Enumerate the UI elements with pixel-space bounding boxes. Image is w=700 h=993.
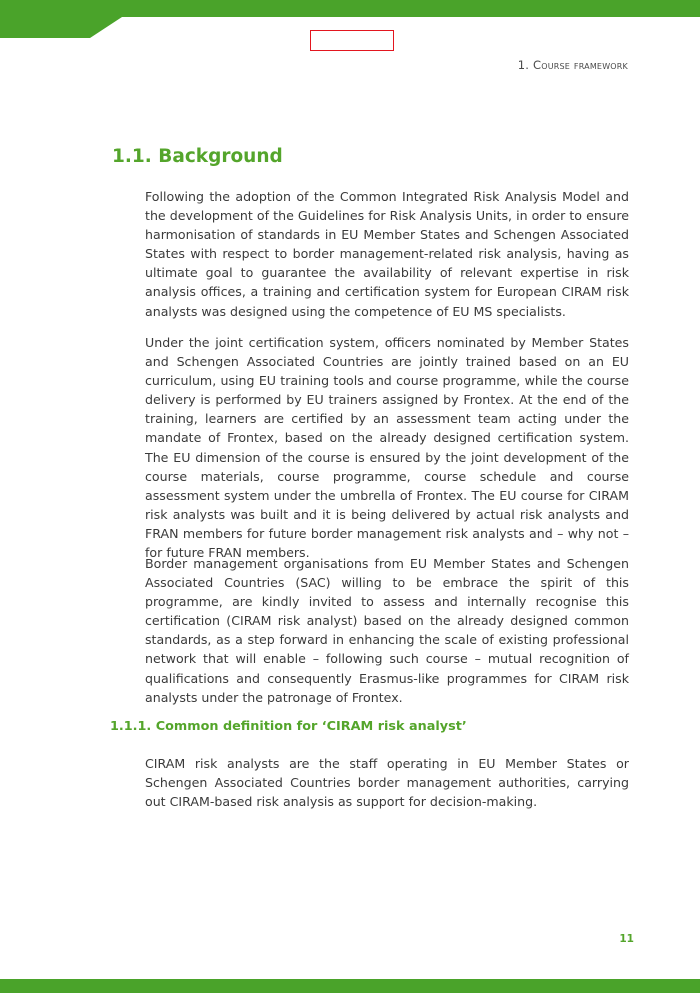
section-heading: 1.1. Background (112, 146, 283, 167)
bottom-green-band (0, 979, 700, 993)
body-paragraph: Under the joint certification system, officers nominated by Member States and Schengen Associated Countries are jointly trained based on an EU curriculum, using EU training tools and course programme, while the course delivery is performed by EU trainers assigned by Frontex. At the end of the training, learners are certified by an assessment team acting under the mandate of Frontex, based on the already designed certification system. The EU dimension of the course is ensured by the joint development of the course materials, course programme, course schedule and course assessment system under the umbrella of Frontex. The EU course for CIRAM risk analysts was built and it is being delivered by actual risk analysts and FRAN members for future border management risk analysts and – why not – for future FRAN members. (145, 335, 629, 561)
page-number: 11 (619, 933, 634, 945)
annotation-box (310, 30, 394, 51)
body-paragraph: Border management organisations from EU Member States and Schengen Associated Countries (SAC) willing to be embrace the spirit of this programme, are kindly invited to assess and internally recognise this certification (CIRAM risk analyst) based on the already designed common standards, as a step forward in enhancing the scale of existing professional network that will enable – following such course – mutual recognition of qualifications and consequently Erasmus-like programmes for CIRAM risk analysts under the patronage of Frontex. (145, 556, 629, 705)
subsection-heading: 1.1.1. Common definition for ‘CIRAM risk analyst’ (110, 719, 467, 734)
running-header: 1. Course framework (517, 58, 628, 72)
body-paragraph: CIRAM risk analysts are the staff operating in EU Member States or Schengen Associated Countries border management authorities, carrying out CIRAM-based risk analysis as support for decision-making. (145, 756, 629, 810)
body-paragraph: Following the adoption of the Common Integrated Risk Analysis Model and the development of the Guidelines for Risk Analysis Units, in order to ensure harmonisation of standards in EU Member States and Schengen Associated States with respect to border management-related risk analysis, having as ultimate goal to guarantee the availability of relevant expertise in risk analysis offices, a training and certification system for European CIRAM risk analysts was designed using the competence of EU MS specialists. (145, 189, 629, 319)
